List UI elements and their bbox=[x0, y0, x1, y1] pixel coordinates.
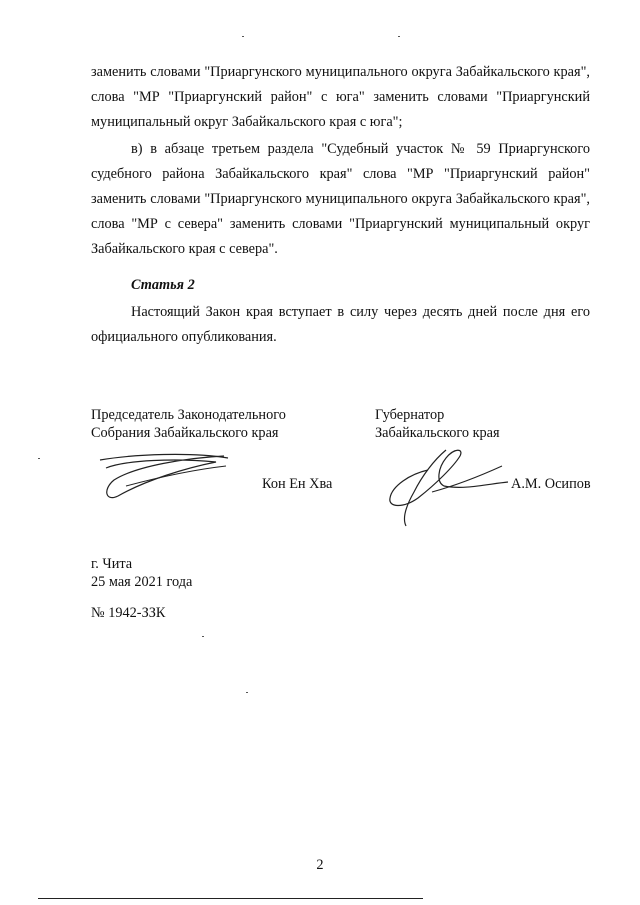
scan-speck bbox=[398, 36, 400, 37]
scan-speck bbox=[242, 36, 244, 37]
paragraph-3 bbox=[91, 300, 590, 350]
scan-speck bbox=[202, 636, 204, 637]
place-and-date bbox=[91, 555, 192, 591]
right-title-line-1: Губернатор bbox=[375, 407, 445, 423]
paragraph-2 bbox=[91, 137, 590, 262]
article-heading: Статья 2 bbox=[131, 277, 195, 293]
date: 25 мая 2021 года bbox=[91, 574, 193, 590]
paragraph-3-text: Настоящий Закон края вступает в силу через десять дней после дня его официального опубликования. bbox=[91, 304, 590, 345]
city: г. Чита bbox=[91, 556, 133, 572]
paragraph-2-text: в) в абзаце третьем раздела "Судебный участок № 59 Приаргунского судебного района Забайкальского края" слова "МР "Приаргунский район" заменить словами "Приаргунского муниципального округа Забайкальского края", слова "МР с севера" заменить словами "Приаргунский муниципальный округ Забайкальского края с севера". bbox=[91, 141, 590, 257]
bottom-divider bbox=[38, 898, 423, 899]
paragraph-1: заменить словами "Приаргунского муниципального округа Забайкальского края", слова "МР "Приаргунский район" с юга" заменить словами "Приаргунский муниципальный округ Забайкальского края с юга"; bbox=[91, 64, 590, 130]
left-signatory-name: Кон Ен Хва bbox=[262, 476, 333, 492]
left-handwritten-signature bbox=[96, 446, 231, 504]
left-signatory-title bbox=[91, 406, 286, 442]
right-signatory-name: А.М. Осипов bbox=[511, 476, 591, 492]
left-title-line-2: Собрания Забайкальского края bbox=[91, 425, 279, 441]
left-title-line-1: Председатель Законодательного bbox=[91, 407, 286, 423]
scan-speck bbox=[246, 692, 248, 693]
scan-speck bbox=[38, 458, 40, 459]
right-signatory-title bbox=[375, 406, 500, 442]
right-title-line-2: Забайкальского края bbox=[375, 425, 500, 441]
page-number: 2 bbox=[316, 857, 324, 873]
right-handwritten-signature bbox=[384, 446, 510, 528]
law-number: № 1942-ЗЗК bbox=[91, 605, 166, 621]
